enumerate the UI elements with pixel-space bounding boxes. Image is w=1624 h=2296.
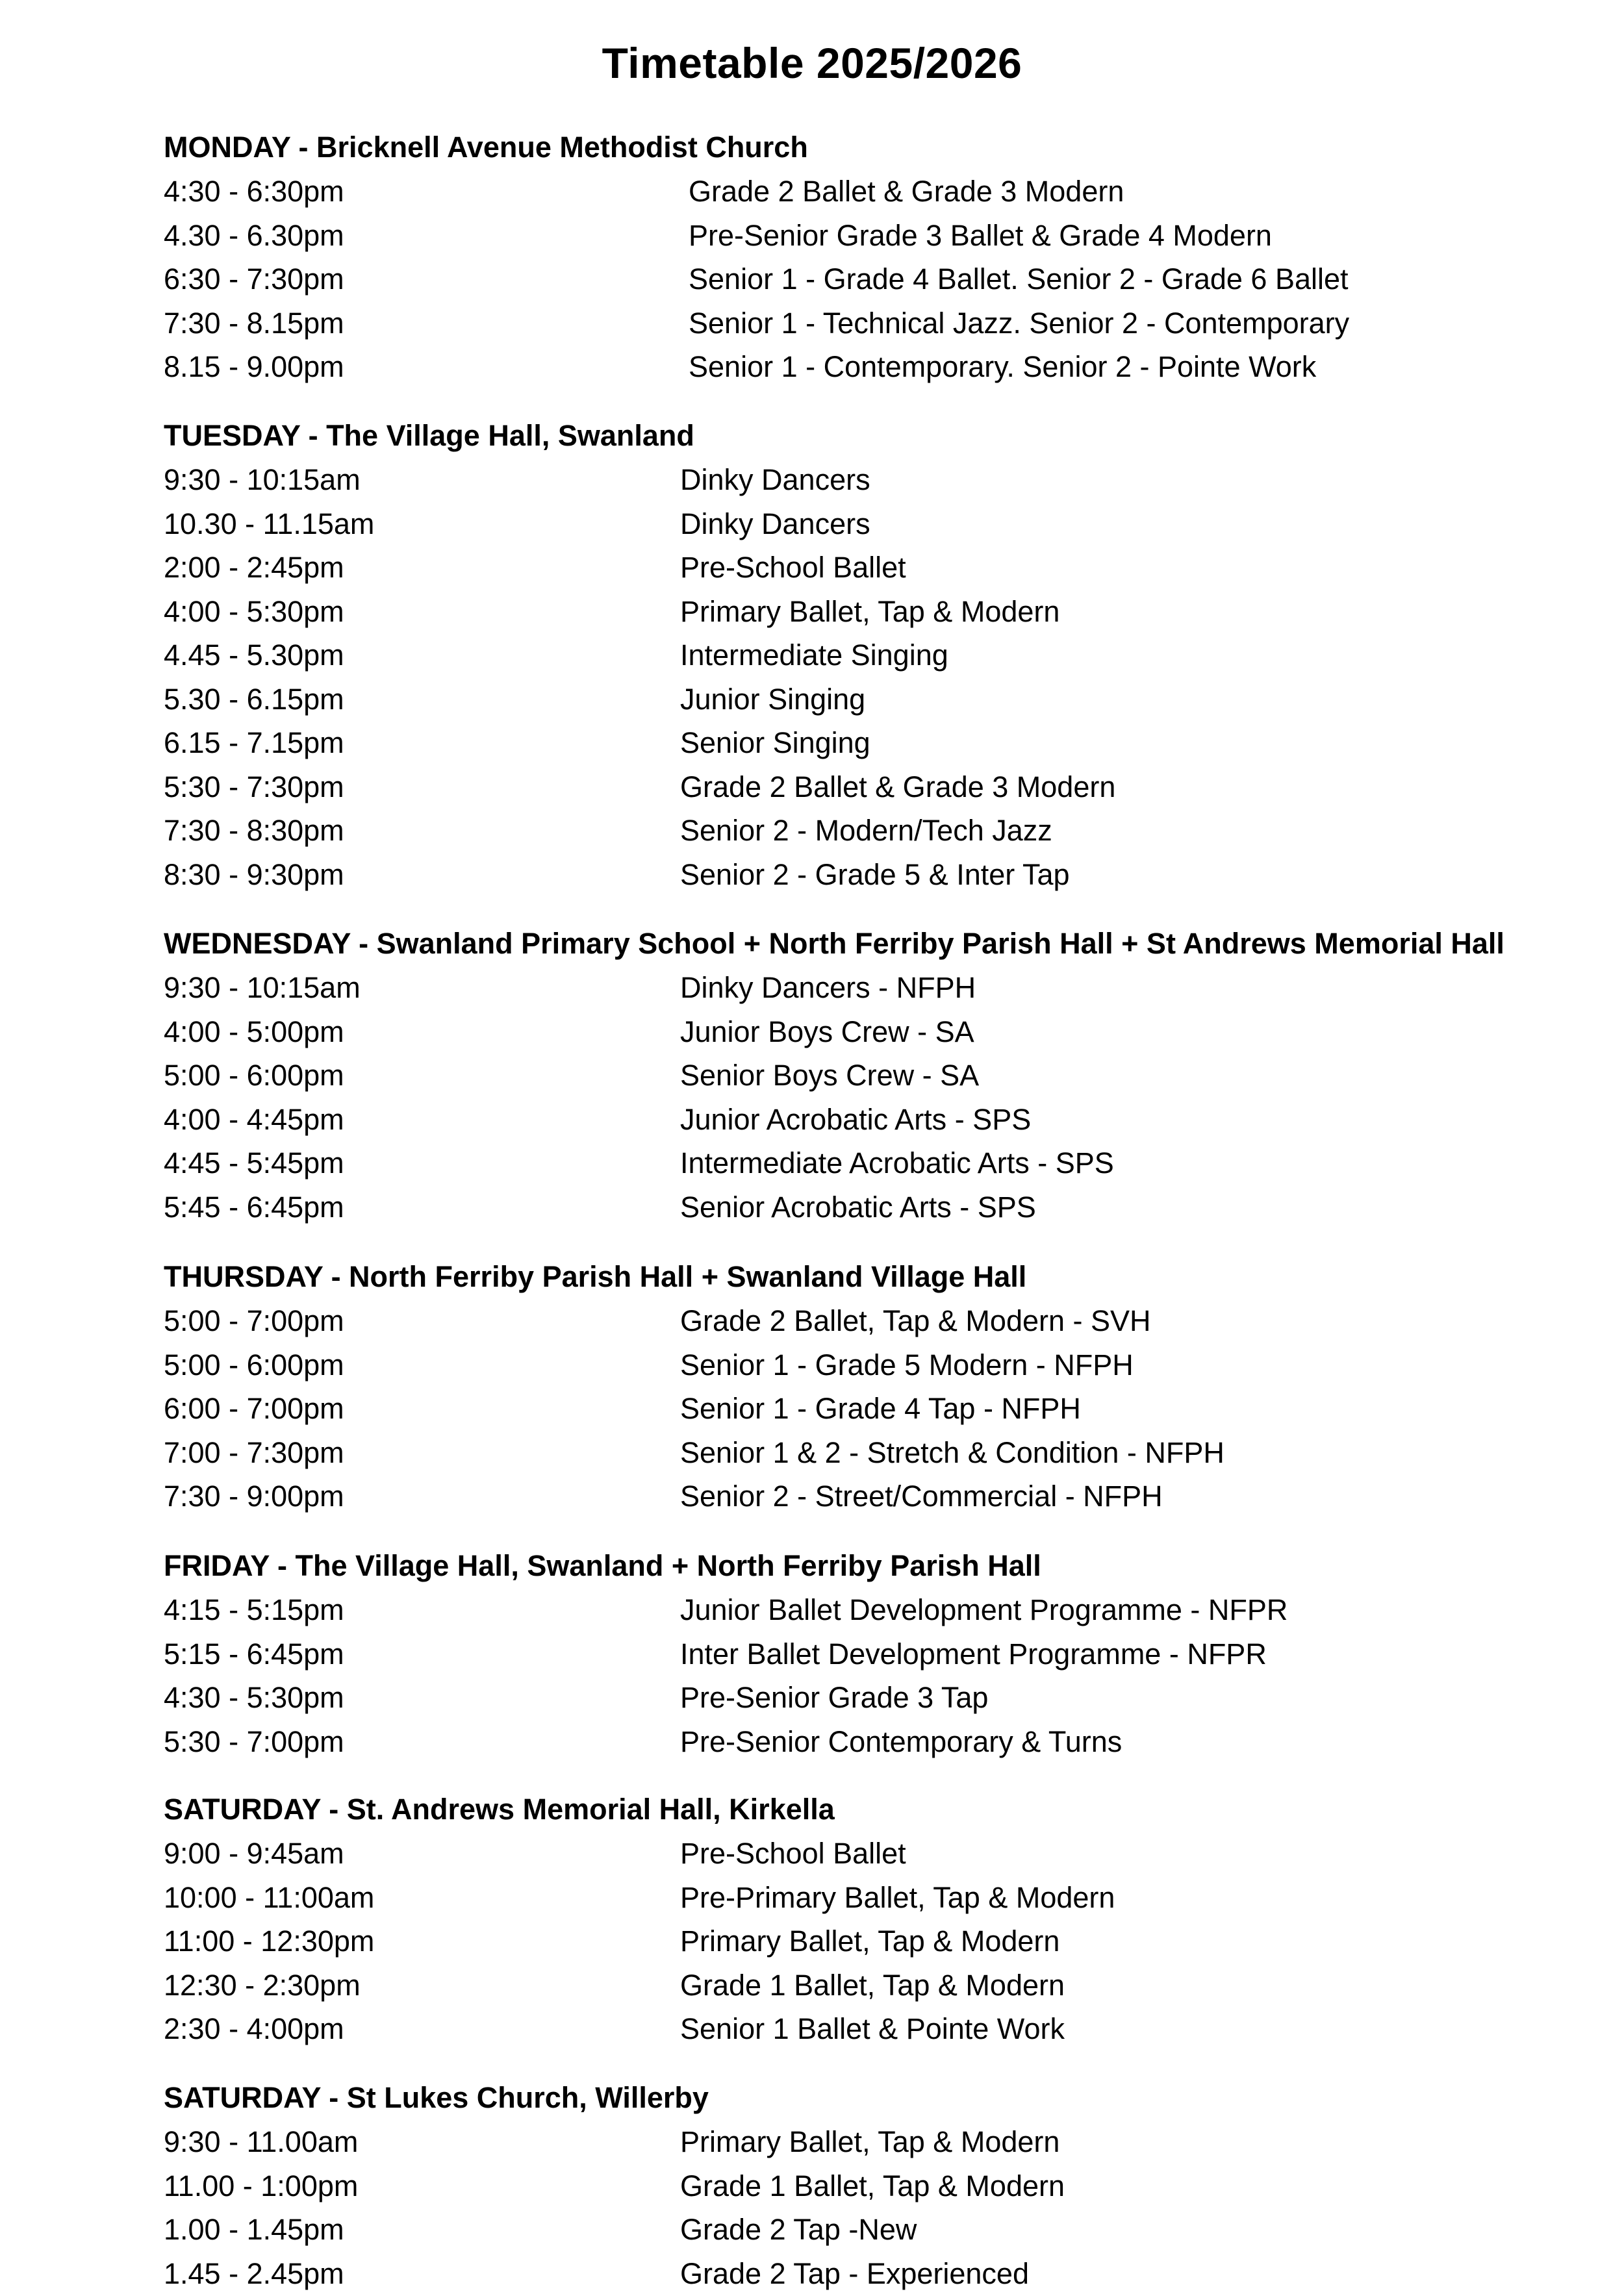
row-time: 1.45 - 2.45pm (164, 2256, 344, 2290)
row-class: Grade 2 Ballet, Tap & Modern - SVH (680, 1304, 1151, 1337)
row-class: Senior 1 - Grade 4 Tap - NFPH (680, 1392, 1081, 1425)
row-time: 5:00 - 7:00pm (164, 1304, 344, 1337)
timetable-row (164, 765, 1593, 809)
section-heading: THURSDAY - North Ferriby Parish Hall + Swanland Village Hall (164, 1260, 1027, 1293)
timetable-row (164, 1141, 1593, 1185)
timetable-row (164, 2164, 1593, 2208)
section-heading: SATURDAY - St Lukes Church, Willerby (164, 2081, 709, 2114)
timetable-row (164, 1588, 1593, 1632)
row-class: Junior Singing (680, 682, 866, 716)
row-time: 11.00 - 1:00pm (164, 2169, 359, 2202)
timetable-row (164, 1387, 1593, 1431)
row-class: Pre-School Ballet (680, 551, 906, 584)
row-time: 5:00 - 6:00pm (164, 1059, 344, 1092)
row-class: Pre-Senior Grade 3 Tap (680, 1681, 989, 1714)
row-class: Primary Ballet, Tap & Modern (680, 2125, 1060, 2158)
section-heading: MONDAY - Bricknell Avenue Methodist Church (164, 131, 808, 164)
row-time: 6.15 - 7.15pm (164, 726, 344, 759)
row-class: Senior 1 - Technical Jazz. Senior 2 - Contemporary (689, 306, 1350, 340)
timetable-row (164, 502, 1593, 546)
row-time: 4:00 - 4:45pm (164, 1102, 344, 1136)
row-class: Grade 2 Tap -New (680, 2213, 917, 2246)
timetable-row (164, 1010, 1593, 1054)
timetable-row (164, 1676, 1593, 1720)
row-time: 7:30 - 8:30pm (164, 814, 344, 847)
timetable-row (164, 1632, 1593, 1676)
row-time: 6:30 - 7:30pm (164, 262, 344, 296)
row-time: 5:30 - 7:00pm (164, 1724, 344, 1758)
timetable-row (164, 546, 1593, 590)
row-time: 5:15 - 6:45pm (164, 1637, 344, 1671)
section-tuesday (164, 414, 1593, 896)
row-time: 7:30 - 9:00pm (164, 1480, 344, 1513)
timetable-row (164, 2007, 1593, 2051)
row-time: 6:00 - 7:00pm (164, 1392, 344, 1425)
row-class: Intermediate Acrobatic Arts - SPS (680, 1146, 1114, 1180)
section-heading: FRIDAY - The Village Hall, Swanland + North Ferriby Parish Hall (164, 1549, 1041, 1582)
section-wednesday (164, 922, 1593, 1229)
timetable-row (164, 2252, 1593, 2296)
row-class: Senior 1 & 2 - Stretch & Condition - NFPH (680, 1435, 1224, 1469)
section-heading: SATURDAY - St. Andrews Memorial Hall, Kirkella (164, 1793, 835, 1826)
row-class: Junior Boys Crew - SA (680, 1015, 974, 1048)
row-time: 11:00 - 12:30pm (164, 1924, 375, 1958)
row-class: Pre-Senior Contemporary & Turns (680, 1724, 1123, 1758)
row-time: 1.00 - 1.45pm (164, 2213, 344, 2246)
row-time: 4:00 - 5:00pm (164, 1015, 344, 1048)
timetable-row (164, 257, 1593, 301)
row-time: 2:30 - 4:00pm (164, 2012, 344, 2045)
row-class: Dinky Dancers (680, 507, 870, 540)
timetable-row (164, 966, 1593, 1010)
row-time: 12:30 - 2:30pm (164, 1968, 361, 2002)
row-class: Junior Ballet Development Programme - NFPR (680, 1593, 1288, 1626)
section-saturday-willerby (164, 2076, 1593, 2295)
timetable-row (164, 1185, 1593, 1230)
row-time: 4.30 - 6.30pm (164, 218, 344, 252)
section-monday (164, 125, 1593, 389)
row-time: 4:00 - 5:30pm (164, 594, 344, 628)
row-class: Pre-Primary Ballet, Tap & Modern (680, 1880, 1115, 1914)
row-time: 2:00 - 2:45pm (164, 551, 344, 584)
row-class: Senior 1 Ballet & Pointe Work (680, 2012, 1065, 2045)
timetable-row (164, 2120, 1593, 2164)
timetable-row (164, 1963, 1593, 2008)
row-time: 4:30 - 6:30pm (164, 175, 344, 208)
row-time: 8.15 - 9.00pm (164, 350, 344, 383)
timetable-row (164, 1474, 1593, 1519)
row-time: 4.45 - 5.30pm (164, 638, 344, 672)
timetable-row (164, 1299, 1593, 1343)
timetable-row (164, 677, 1593, 722)
row-class: Senior Boys Crew - SA (680, 1059, 980, 1092)
timetable-row (164, 853, 1593, 897)
row-time: 4:15 - 5:15pm (164, 1593, 344, 1626)
timetable-row (164, 1876, 1593, 1920)
row-time: 9:30 - 11.00am (164, 2125, 359, 2158)
row-class: Pre-School Ballet (680, 1837, 906, 1870)
timetable-row (164, 1053, 1593, 1098)
timetable-row (164, 345, 1593, 389)
row-time: 7:00 - 7:30pm (164, 1435, 344, 1469)
row-class: Intermediate Singing (680, 638, 948, 672)
row-class: Senior 1 - Contemporary. Senior 2 - Pointe Work (689, 350, 1317, 383)
timetable-row (164, 301, 1593, 346)
row-class: Dinky Dancers - NFPH (680, 971, 976, 1004)
timetable-row (164, 1098, 1593, 1142)
row-class: Dinky Dancers (680, 463, 870, 496)
row-class: Grade 2 Ballet & Grade 3 Modern (689, 175, 1124, 208)
timetable-row (164, 1720, 1593, 1764)
timetable-row (164, 633, 1593, 677)
row-class: Senior 2 - Street/Commercial - NFPH (680, 1480, 1163, 1513)
row-class: Grade 1 Ballet, Tap & Modern (680, 1968, 1065, 2002)
timetable-row (164, 721, 1593, 765)
section-friday (164, 1544, 1593, 1763)
row-class: Primary Ballet, Tap & Modern (680, 1924, 1060, 1958)
row-class: Senior 2 - Grade 5 & Inter Tap (680, 857, 1070, 891)
page-title: Timetable 2025/2026 (602, 39, 1022, 87)
row-class: Grade 1 Ballet, Tap & Modern (680, 2169, 1065, 2202)
section-saturday-kirkella (164, 1787, 1593, 2051)
row-class: Senior Singing (680, 726, 870, 759)
row-time: 9:30 - 10:15am (164, 463, 361, 496)
row-class: Senior Acrobatic Arts - SPS (680, 1190, 1036, 1224)
row-class: Senior 2 - Modern/Tech Jazz (680, 814, 1052, 847)
timetable-row (164, 1832, 1593, 1876)
row-time: 8:30 - 9:30pm (164, 857, 344, 891)
row-class: Grade 2 Tap - Experienced (680, 2256, 1029, 2290)
timetable-row (164, 2208, 1593, 2252)
row-time: 5:30 - 7:30pm (164, 770, 344, 803)
timetable-row (164, 170, 1593, 214)
timetable-row (164, 1919, 1593, 1963)
row-class: Senior 1 - Grade 4 Ballet. Senior 2 - Grade 6 Ballet (689, 262, 1349, 296)
row-time: 4:30 - 5:30pm (164, 1681, 344, 1714)
row-time: 5:00 - 6:00pm (164, 1348, 344, 1381)
row-class: Inter Ballet Development Programme - NFPR (680, 1637, 1267, 1671)
row-class: Senior 1 - Grade 5 Modern - NFPH (680, 1348, 1134, 1381)
timetable-row (164, 590, 1593, 634)
row-time: 9:00 - 9:45am (164, 1837, 344, 1870)
section-thursday (164, 1255, 1593, 1519)
row-class: Pre-Senior Grade 3 Ballet & Grade 4 Modern (689, 218, 1272, 252)
timetable-row (164, 214, 1593, 258)
timetable-row (164, 458, 1593, 502)
row-time: 10:00 - 11:00am (164, 1880, 375, 1914)
row-time: 4:45 - 5:45pm (164, 1146, 344, 1180)
row-time: 10.30 - 11.15am (164, 507, 375, 540)
timetable-row (164, 1431, 1593, 1475)
row-time: 9:30 - 10:15am (164, 971, 361, 1004)
section-heading: WEDNESDAY - Swanland Primary School + North Ferriby Parish Hall + St Andrews Memorial Hall (164, 927, 1504, 960)
row-time: 7:30 - 8.15pm (164, 306, 344, 340)
timetable-row (164, 809, 1593, 853)
row-time: 5:45 - 6:45pm (164, 1190, 344, 1224)
row-time: 5.30 - 6.15pm (164, 682, 344, 716)
row-class: Junior Acrobatic Arts - SPS (680, 1102, 1032, 1136)
timetable-row (164, 1343, 1593, 1387)
row-class: Grade 2 Ballet & Grade 3 Modern (680, 770, 1116, 803)
row-class: Primary Ballet, Tap & Modern (680, 594, 1060, 628)
section-heading: TUESDAY - The Village Hall, Swanland (164, 419, 694, 452)
